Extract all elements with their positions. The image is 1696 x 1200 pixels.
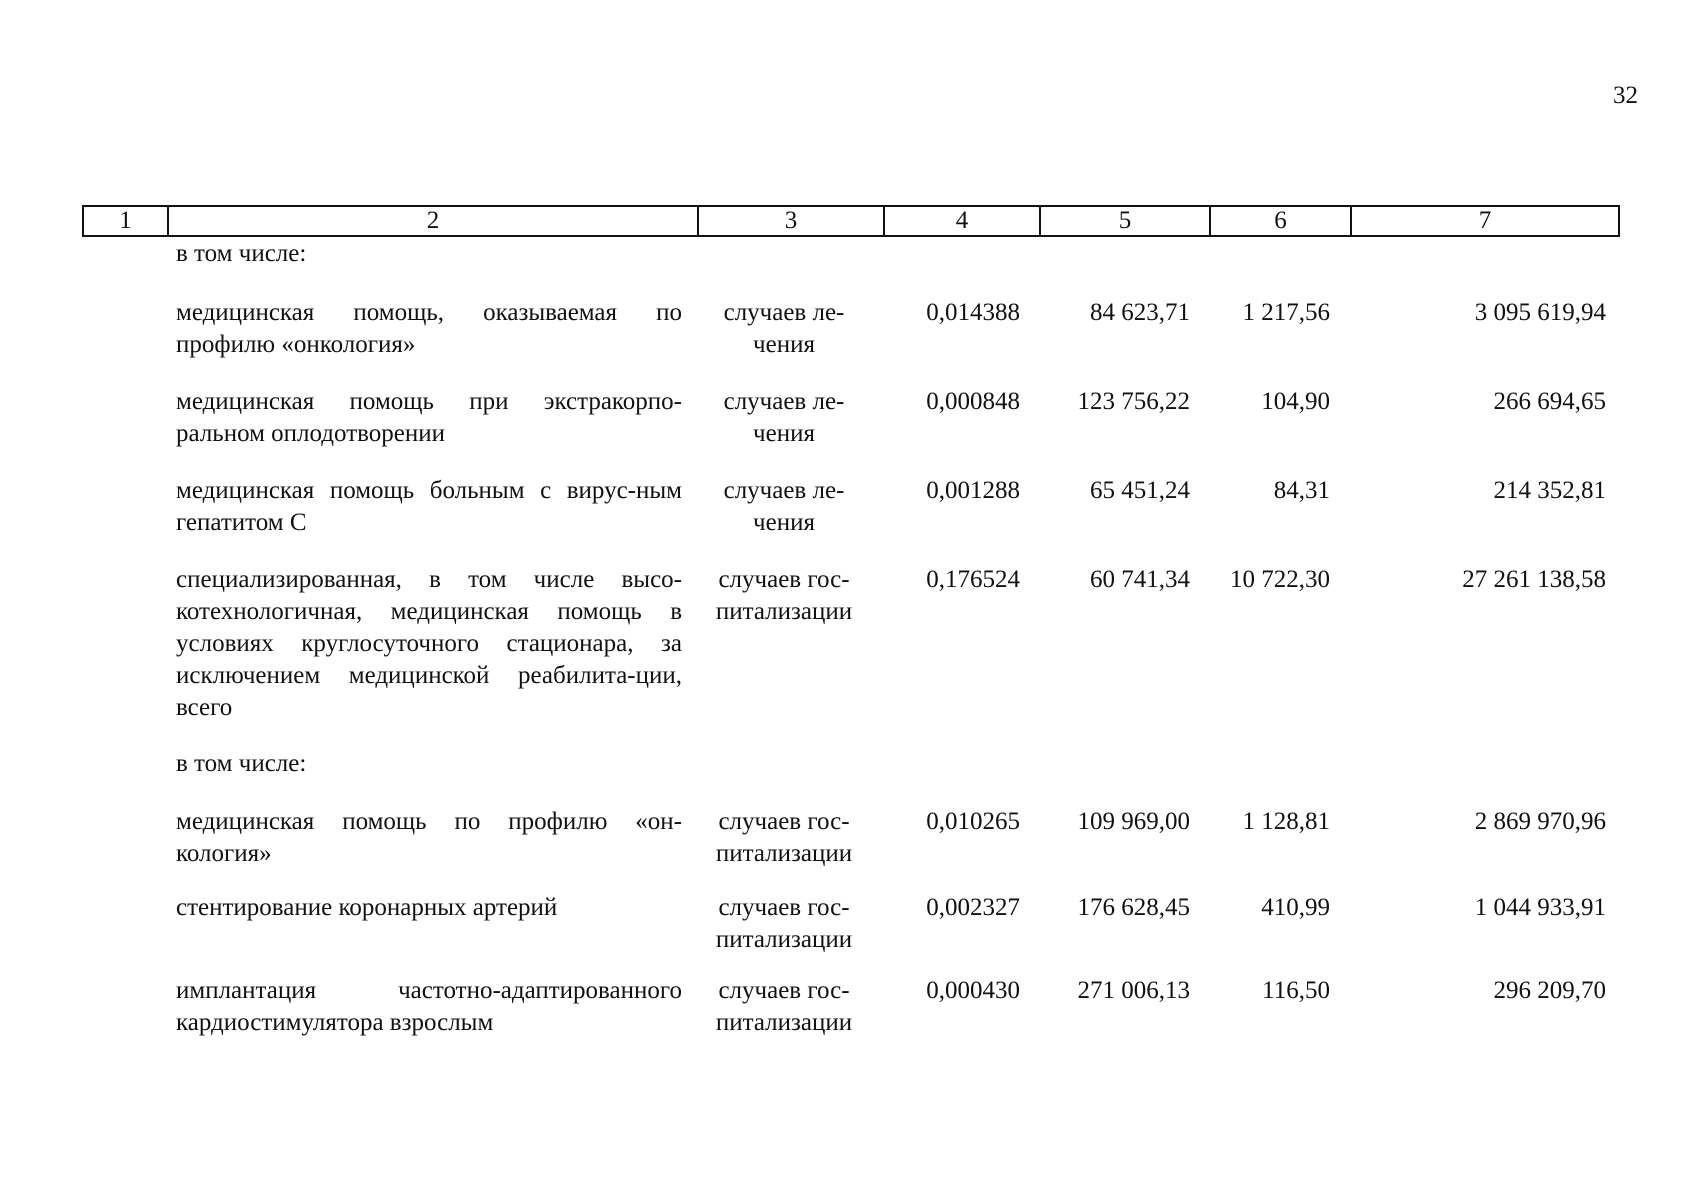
row-value-col6: 104,90 (1261, 388, 1330, 415)
row-value-col4: 0,001288 (926, 477, 1020, 504)
column-number: 1 (83, 206, 168, 236)
row-value-col4: 0,014388 (926, 299, 1020, 326)
row-description: имплантация частотно-адаптированного кардиостимулятора взрослым (176, 977, 682, 1036)
section-label: в том числе: (176, 750, 307, 777)
column-number: 5 (1040, 206, 1210, 236)
page-number: 32 (1613, 82, 1638, 109)
row-value-col6: 1 217,56 (1242, 299, 1330, 326)
row-description: стентирование коронарных артерий (176, 894, 558, 921)
row-value-col5: 271 006,13 (1077, 977, 1190, 1004)
column-number: 2 (168, 206, 698, 236)
row-value-col4: 0,002327 (926, 894, 1020, 921)
row-value-col4: 0,000430 (926, 977, 1020, 1004)
row-value-col5: 65 451,24 (1090, 477, 1190, 504)
row-value-col7: 1 044 933,91 (1474, 894, 1606, 921)
row-description: специализированная, в том числе высо-котехнологичная, медицинская помощь в условиях круглосуточного стационара, за исключением медицинской реабилита-ции, всего (176, 566, 682, 721)
column-number: 6 (1210, 206, 1351, 236)
row-value-col7: 27 261 138,58 (1462, 566, 1606, 593)
row-value-col7: 3 095 619,94 (1474, 299, 1606, 326)
row-value-col6: 1 128,81 (1242, 808, 1330, 835)
row-value-col7: 2 869 970,96 (1474, 808, 1606, 835)
row-value-col7: 214 352,81 (1493, 477, 1606, 504)
row-value-col4: 0,176524 (926, 566, 1020, 593)
column-number: 4 (884, 206, 1040, 236)
row-description: медицинская помощь при экстракорпо-ральном оплодотворении (176, 388, 682, 447)
row-description: медицинская помощь, оказываемая по профилю «онкология» (176, 299, 682, 358)
row-value-col5: 109 969,00 (1077, 808, 1190, 835)
row-value-col4: 0,010265 (926, 808, 1020, 835)
row-description: медицинская помощь по профилю «он-кология» (176, 808, 682, 867)
row-unit: случаев гос-питализации (715, 977, 853, 1036)
row-unit: случаев гос-питализации (715, 566, 853, 625)
row-value-col5: 123 756,22 (1077, 388, 1190, 415)
column-number-header (82, 205, 1620, 237)
row-value-col5: 176 628,45 (1077, 894, 1190, 921)
row-value-col4: 0,000848 (926, 388, 1020, 415)
row-value-col5: 84 623,71 (1090, 299, 1190, 326)
row-value-col6: 10 722,30 (1230, 566, 1330, 593)
row-unit: случаев ле-чения (723, 388, 845, 447)
row-unit: случаев гос-питализации (715, 808, 853, 867)
row-description: медицинская помощь больным с вирус-ным гепатитом С (176, 477, 682, 536)
row-unit: случаев ле-чения (723, 477, 845, 536)
row-unit: случаев ле-чения (723, 299, 845, 358)
row-value-col6: 116,50 (1262, 977, 1330, 1004)
row-value-col6: 410,99 (1261, 894, 1330, 921)
row-value-col7: 296 209,70 (1493, 977, 1606, 1004)
row-value-col5: 60 741,34 (1090, 566, 1190, 593)
row-value-col6: 84,31 (1273, 477, 1330, 504)
section-label: в том числе: (176, 240, 307, 267)
row-unit: случаев гос-питализации (715, 894, 853, 953)
row-value-col7: 266 694,65 (1493, 388, 1606, 415)
column-number: 3 (698, 206, 884, 236)
column-number: 7 (1351, 206, 1619, 236)
